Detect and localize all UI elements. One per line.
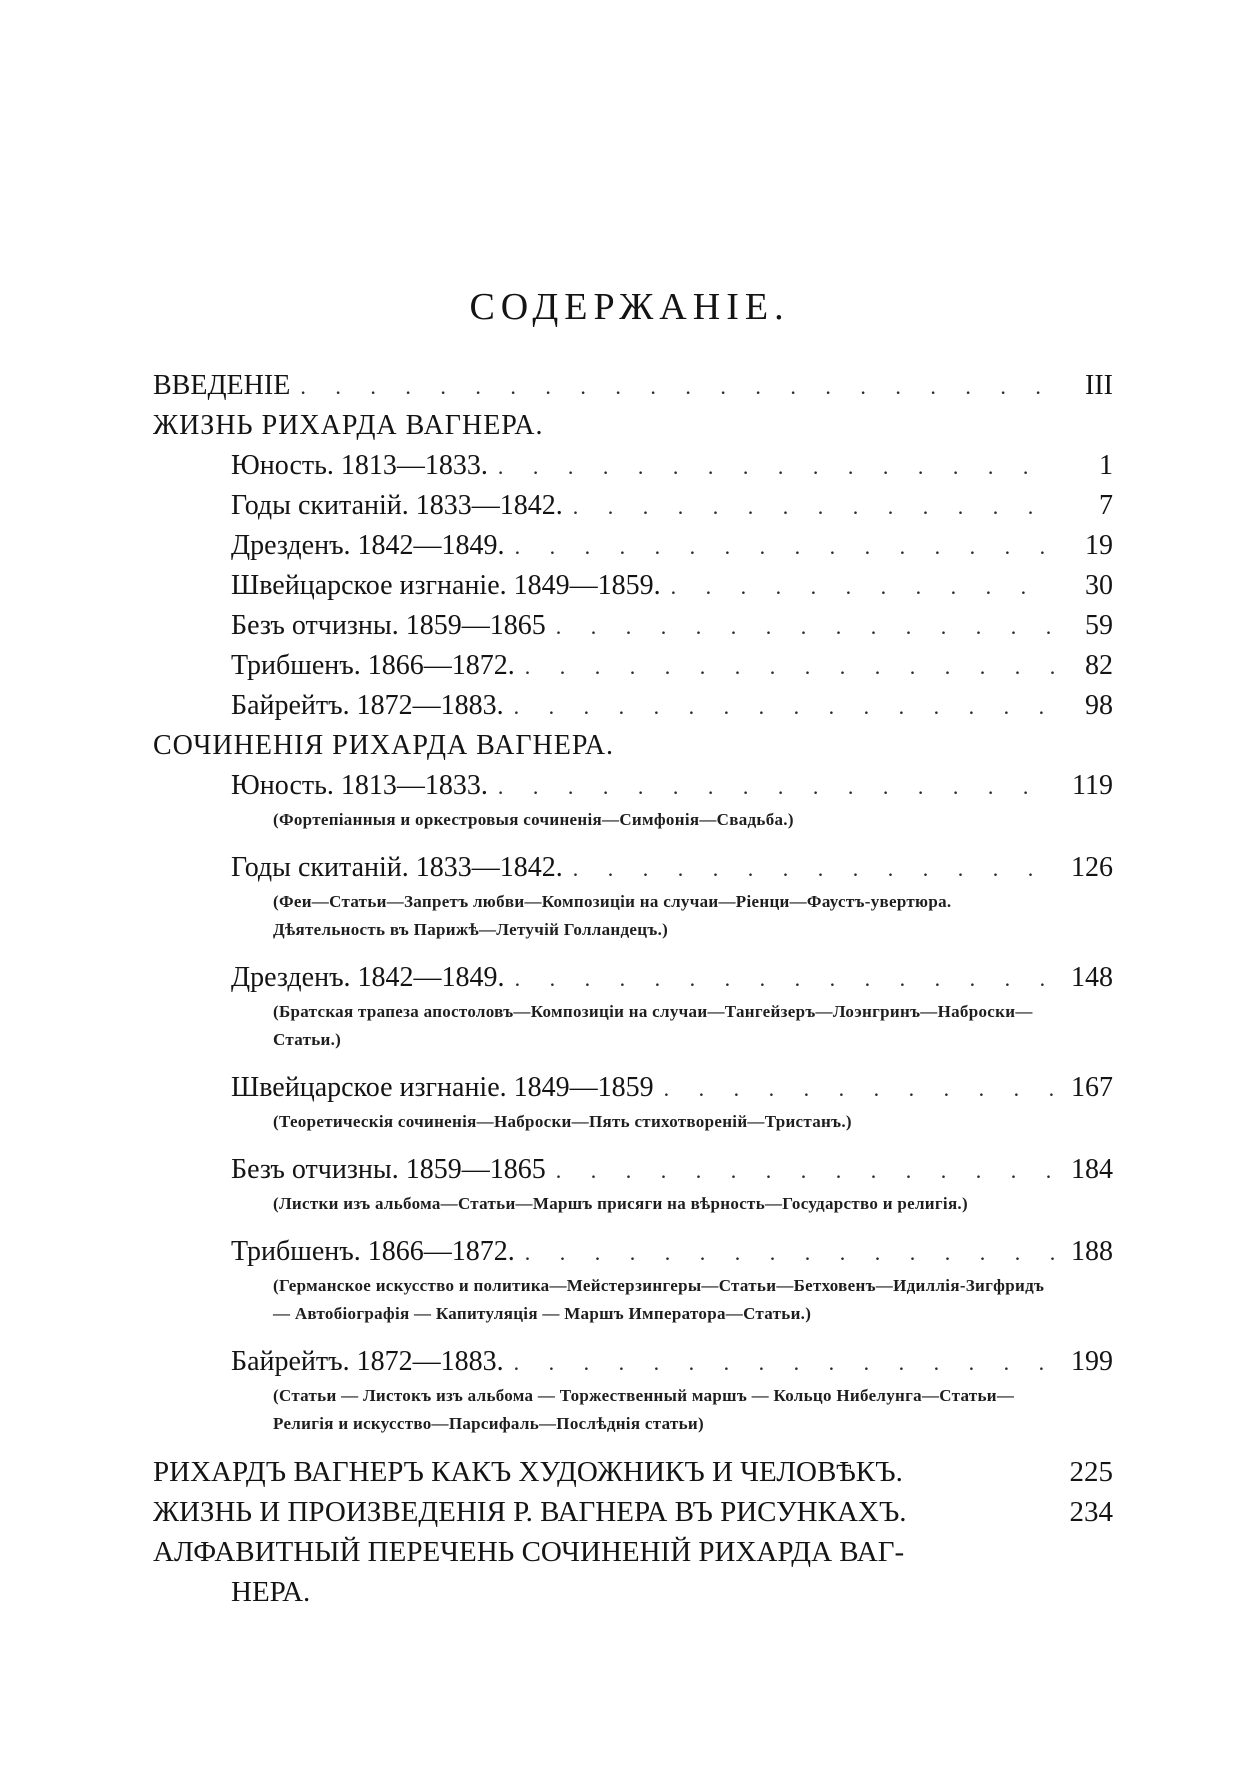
toc-entry-label: Безъ отчизны. 1859—1865: [231, 1154, 546, 1185]
toc-entry-works-homeless[interactable]: [153, 1150, 1113, 1190]
toc-entry-artist-and-man[interactable]: [153, 1452, 1113, 1492]
toc-entry-works-youth[interactable]: [153, 766, 1113, 806]
toc-entry-description: (Листки изъ альбома—Статьи—Маршъ присяги на вѣрность—Государство и религія.): [273, 1194, 968, 1213]
toc-entry-life-bayreuth[interactable]: [153, 686, 1113, 726]
toc-entry-label: ЖИЗНЬ И ПРОИЗВЕДЕНІЯ Р. ВАГНЕРА ВЪ РИСУНКАХЪ.: [153, 1496, 907, 1528]
dot-leader: [504, 687, 1057, 727]
toc-entry-works-wanderings[interactable]: [153, 848, 1113, 888]
toc-entry-label: РИХАРДЪ ВАГНЕРЪ КАКЪ ХУДОЖНИКЪ И ЧЕЛОВѢКЪ.: [153, 1456, 903, 1488]
toc-entry-label: Трибшенъ. 1866—1872.: [231, 650, 515, 681]
section-heading-label: СОЧИНЕНІЯ РИХАРДА ВАГНЕРА.: [153, 730, 615, 761]
dot-leader: [505, 527, 1057, 567]
toc-entry-page: 126: [1071, 852, 1113, 883]
dot-leader: [505, 959, 1057, 999]
toc-entry-label: Дрезденъ. 1842—1849.: [231, 962, 505, 993]
toc-entry-label: Годы скитаній. 1833—1842.: [231, 490, 563, 521]
toc-entry-life-swiss-exile[interactable]: [153, 566, 1113, 606]
toc-entry-page: 188: [1071, 1236, 1113, 1267]
toc-entry-alphabetical-index[interactable]: [153, 1532, 1113, 1572]
toc-entry-page: 119: [1072, 770, 1113, 801]
dot-leader: [661, 567, 1057, 607]
section-heading-life[interactable]: [153, 406, 1113, 446]
dot-leader: [488, 767, 1057, 807]
toc-entry-alphabetical-index-continued: [153, 1572, 1113, 1612]
dot-leader: [563, 487, 1057, 527]
section-heading-label: ЖИЗНЬ РИХАРДА ВАГНЕРА.: [153, 410, 544, 441]
toc-entry-page: 225: [1069, 1456, 1113, 1488]
toc-entry-intro[interactable]: [153, 366, 1113, 406]
toc-entry-label: Дрезденъ. 1842—1849.: [231, 530, 505, 561]
page-title: СОДЕРЖАНІЕ.: [469, 286, 790, 328]
toc-entry-page: 7: [1099, 490, 1113, 521]
dot-leader: [515, 1233, 1057, 1273]
dot-leader: [546, 1151, 1057, 1191]
toc-entry-life-dresden[interactable]: [153, 526, 1113, 566]
table-of-contents: [153, 366, 1113, 1612]
section-heading-works[interactable]: [153, 726, 1113, 766]
toc-entry-life-youth[interactable]: [153, 446, 1113, 486]
toc-entry-description: (Феи—Статьи—Запретъ любви—Композиціи на случаи—Ріенци—Фаустъ-увертюра. Дѣятельность въ Парижѣ—Летучій Голландецъ.): [273, 892, 952, 939]
toc-entry-page: III: [1085, 370, 1113, 401]
toc-entry-life-tribschen[interactable]: [153, 646, 1113, 686]
toc-entry-description: (Братская трапеза апостоловъ—Композиціи на случаи—Тангейзеръ—Лоэнгринъ—Наброски—Статьи.): [273, 1002, 1033, 1049]
toc-entry-page: 167: [1071, 1072, 1113, 1103]
toc-entry-page: 1: [1099, 450, 1113, 481]
toc-entry-description: (Теоретическія сочиненія—Наброски—Пять стихотвореній—Тристанъ.): [273, 1112, 852, 1131]
toc-entry-page: 148: [1071, 962, 1113, 993]
toc-entry-label: Годы скитаній. 1833—1842.: [231, 852, 563, 883]
toc-entry-life-in-pictures[interactable]: [153, 1492, 1113, 1532]
toc-entry-description: (Фортепіанныя и оркестровыя сочиненія—Симфонія—Свадьба.): [273, 810, 794, 829]
toc-entry-page: 184: [1071, 1154, 1113, 1185]
toc-entry-page: 98: [1085, 690, 1113, 721]
toc-entry-works-tribschen[interactable]: [153, 1232, 1113, 1272]
dot-leader: [504, 1343, 1057, 1383]
toc-entry-label: ВВЕДЕНІЕ: [153, 370, 291, 401]
toc-entry-page: 59: [1085, 610, 1113, 641]
toc-entry-life-homeless[interactable]: [153, 606, 1113, 646]
toc-entry-works-swiss-exile[interactable]: [153, 1068, 1113, 1108]
toc-entry-label: Трибшенъ. 1866—1872.: [231, 1236, 515, 1267]
dot-leader: [546, 607, 1057, 647]
toc-entry-life-wanderings[interactable]: [153, 486, 1113, 526]
toc-entry-page: 199: [1071, 1346, 1113, 1377]
toc-entry-label: Байрейтъ. 1872—1883.: [231, 1346, 504, 1377]
toc-entry-description: (Статьи — Листокъ изъ альбома — Торжественный маршъ — Кольцо Нибелунга—Статьи—Религія и искусство—Парсифаль—Послѣднія статьи): [273, 1386, 1015, 1433]
toc-entry-label: Юность. 1813—1833.: [231, 770, 488, 801]
dot-leader: [290, 367, 1057, 407]
dot-leader: [488, 447, 1057, 487]
toc-entry-works-dresden[interactable]: [153, 958, 1113, 998]
toc-entry-label: Швейцарское изгнаніе. 1849—1859: [231, 1072, 654, 1103]
toc-entry-label-continued: НЕРА.: [231, 1576, 311, 1608]
toc-entry-page: 82: [1085, 650, 1113, 681]
toc-entry-label: Швейцарское изгнаніе. 1849—1859.: [231, 570, 661, 601]
toc-entry-page: 19: [1085, 530, 1113, 561]
toc-entry-label: Безъ отчизны. 1859—1865: [231, 610, 546, 641]
dot-leader: [654, 1069, 1057, 1109]
toc-entry-label: Байрейтъ. 1872—1883.: [231, 690, 504, 721]
toc-entry-description: (Германское искусство и политика—Мейстерзингеры—Статьи—Бетховенъ—Идиллія-Зигфридъ — Автобіографія — Капитуляція — Маршъ Императора—Статьи.): [273, 1276, 1045, 1323]
toc-entry-page: 234: [1069, 1496, 1113, 1528]
toc-entry-label: АЛФАВИТНЫЙ ПЕРЕЧЕНЬ СОЧИНЕНІЙ РИХАРДА ВАГ-: [153, 1536, 905, 1568]
toc-entry-page: 30: [1085, 570, 1113, 601]
dot-leader: [563, 849, 1057, 889]
dot-leader: [515, 647, 1057, 687]
toc-entry-label: Юность. 1813—1833.: [231, 450, 488, 481]
toc-entry-works-bayreuth[interactable]: [153, 1342, 1113, 1382]
